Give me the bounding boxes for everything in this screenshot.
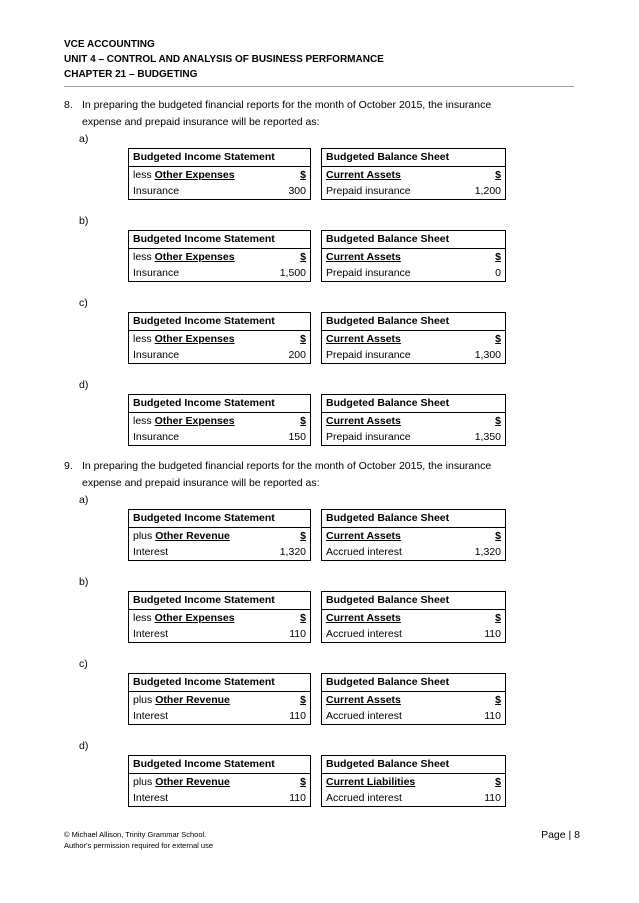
prefix: plus	[133, 694, 156, 706]
option-label: a)	[79, 494, 89, 506]
heading-row	[129, 331, 310, 347]
item-name: Insurance	[133, 349, 180, 361]
option-d[interactable]	[64, 738, 584, 820]
box-title: Budgeted Income Statement	[129, 674, 310, 692]
item-amount: 300	[288, 185, 306, 197]
prefix: less	[133, 251, 155, 263]
section-heading: Current Assets	[326, 169, 401, 181]
currency-symbol: $	[300, 530, 306, 542]
prefix: less	[133, 169, 155, 181]
item-row	[322, 429, 505, 445]
item-name: Prepaid insurance	[326, 349, 411, 361]
box-title: Budgeted Balance Sheet	[322, 592, 505, 610]
balance-sheet-box	[321, 591, 506, 643]
box-title: Budgeted Income Statement	[129, 149, 310, 167]
section-heading: Current Assets	[326, 612, 401, 624]
subject-title: VCE ACCOUNTING	[64, 39, 155, 50]
currency-symbol: $	[495, 251, 501, 263]
question-text	[64, 458, 584, 492]
section-heading: Other Revenue	[155, 694, 230, 706]
item-name: Interest	[133, 792, 169, 804]
section-heading: Other Revenue	[155, 776, 230, 788]
income-statement-box	[128, 394, 311, 446]
item-amount: 1,320	[474, 546, 501, 558]
prefix: plus	[133, 776, 156, 788]
section-heading: Current Assets	[326, 694, 401, 706]
item-amount: 1,500	[279, 267, 306, 279]
box-title: Budgeted Income Statement	[129, 231, 310, 249]
item-row	[322, 708, 505, 724]
item-name: Accrued interest	[326, 628, 402, 640]
item-amount: 110	[289, 792, 306, 804]
heading-row	[129, 610, 310, 626]
income-statement-box	[128, 230, 311, 282]
heading-row	[322, 331, 505, 347]
permission-text: Author's permission required for external use	[64, 841, 214, 850]
page-number: Page | 8	[541, 829, 580, 841]
item-row	[322, 544, 505, 560]
option-label: b)	[79, 576, 89, 588]
question-number: 8.	[64, 99, 73, 111]
income-statement-box	[128, 509, 311, 561]
item-row	[129, 183, 310, 199]
section-heading: Other Expenses	[154, 612, 235, 624]
heading-row	[322, 692, 505, 708]
item-name: Accrued interest	[326, 792, 402, 804]
option-c[interactable]	[64, 656, 584, 738]
option-label: d)	[79, 740, 89, 752]
heading-row	[129, 167, 310, 183]
heading-row	[129, 692, 310, 708]
heading-row	[322, 413, 505, 429]
question-9	[64, 458, 584, 820]
item-row	[129, 347, 310, 363]
item-name: Prepaid insurance	[326, 185, 411, 197]
box-title: Budgeted Balance Sheet	[322, 231, 505, 249]
item-amount: 1,300	[474, 349, 501, 361]
item-amount: 0	[495, 267, 501, 279]
option-label: c)	[79, 658, 88, 670]
item-row	[322, 347, 505, 363]
option-b[interactable]	[64, 574, 584, 656]
section-heading: Current Assets	[326, 251, 401, 263]
income-statement-box	[128, 148, 311, 200]
item-row	[129, 790, 310, 806]
balance-sheet-box	[321, 673, 506, 725]
currency-symbol: $	[495, 169, 501, 181]
item-name: Accrued interest	[326, 710, 402, 722]
item-amount: 1,350	[474, 431, 501, 443]
currency-symbol: $	[300, 612, 306, 624]
section-heading: Current Assets	[326, 415, 401, 427]
item-name: Insurance	[133, 185, 180, 197]
balance-sheet-box	[321, 148, 506, 200]
prefix: plus	[133, 530, 156, 542]
box-title: Budgeted Income Statement	[129, 510, 310, 528]
balance-sheet-box	[321, 509, 506, 561]
prefix: less	[133, 415, 155, 427]
option-b[interactable]	[64, 213, 584, 295]
page-footer	[64, 829, 213, 851]
section-heading: Other Expenses	[154, 251, 235, 263]
item-row	[129, 708, 310, 724]
currency-symbol: $	[495, 530, 501, 542]
balance-sheet-box	[321, 312, 506, 364]
option-a[interactable]	[64, 492, 584, 574]
item-name: Insurance	[133, 267, 180, 279]
option-a[interactable]	[64, 131, 584, 213]
item-name: Interest	[133, 710, 169, 722]
question-number: 9.	[64, 460, 73, 472]
heading-row	[129, 774, 310, 790]
item-amount: 150	[288, 431, 306, 443]
income-statement-box	[128, 755, 311, 807]
box-title: Budgeted Income Statement	[129, 313, 310, 331]
box-title: Budgeted Balance Sheet	[322, 149, 505, 167]
option-label: d)	[79, 379, 89, 391]
box-title: Budgeted Balance Sheet	[322, 756, 505, 774]
box-title: Budgeted Balance Sheet	[322, 313, 505, 331]
heading-row	[129, 528, 310, 544]
question-line-2: expense and prepaid insurance will be reported as:	[82, 116, 320, 128]
item-name: Prepaid insurance	[326, 267, 411, 279]
option-d[interactable]	[64, 377, 584, 459]
income-statement-box	[128, 673, 311, 725]
heading-row	[322, 528, 505, 544]
item-amount: 200	[288, 349, 306, 361]
question-line-1: In preparing the budgeted financial reports for the month of October 2015, the insurance	[82, 460, 492, 472]
currency-symbol: $	[300, 415, 306, 427]
box-title: Budgeted Balance Sheet	[322, 510, 505, 528]
currency-symbol: $	[495, 694, 501, 706]
heading-row	[322, 774, 505, 790]
box-title: Budgeted Balance Sheet	[322, 674, 505, 692]
section-heading: Current Assets	[326, 530, 401, 542]
option-c[interactable]	[64, 295, 584, 377]
item-name: Interest	[133, 628, 169, 640]
balance-sheet-box	[321, 755, 506, 807]
question-8	[64, 97, 584, 459]
unit-title: UNIT 4 – CONTROL AND ANALYSIS OF BUSINESS PERFORMANCE	[64, 54, 384, 65]
balance-sheet-box	[321, 230, 506, 282]
question-text	[64, 97, 584, 131]
currency-symbol: $	[300, 333, 306, 345]
item-row	[129, 429, 310, 445]
item-name: Accrued interest	[326, 546, 402, 558]
item-amount: 110	[289, 628, 306, 640]
header-divider	[64, 86, 574, 87]
currency-symbol: $	[300, 776, 306, 788]
box-title: Budgeted Income Statement	[129, 592, 310, 610]
item-amount: 1,200	[474, 185, 501, 197]
prefix: less	[133, 612, 155, 624]
heading-row	[129, 413, 310, 429]
currency-symbol: $	[495, 415, 501, 427]
item-amount: 110	[289, 710, 306, 722]
option-label: c)	[79, 297, 88, 309]
section-heading: Other Expenses	[154, 169, 235, 181]
item-row	[129, 544, 310, 560]
heading-row	[129, 249, 310, 265]
section-heading: Other Expenses	[154, 415, 235, 427]
section-heading: Current Liabilities	[326, 776, 416, 788]
section-heading: Other Revenue	[155, 530, 230, 542]
item-name: Insurance	[133, 431, 180, 443]
copyright-text: © Michael Allison, Trinity Grammar School.	[64, 830, 207, 839]
section-heading: Current Assets	[326, 333, 401, 345]
item-row	[129, 626, 310, 642]
heading-row	[322, 167, 505, 183]
heading-row	[322, 249, 505, 265]
question-line-1: In preparing the budgeted financial reports for the month of October 2015, the insurance	[82, 99, 492, 111]
item-name: Interest	[133, 546, 169, 558]
box-title: Budgeted Balance Sheet	[322, 395, 505, 413]
item-amount: 110	[484, 628, 501, 640]
page-header	[64, 37, 574, 87]
option-label: a)	[79, 133, 89, 145]
currency-symbol: $	[495, 612, 501, 624]
question-line-2: expense and prepaid insurance will be reported as:	[82, 477, 320, 489]
item-amount: 110	[484, 792, 501, 804]
item-row	[322, 265, 505, 281]
currency-symbol: $	[495, 776, 501, 788]
option-label: b)	[79, 215, 89, 227]
item-row	[322, 626, 505, 642]
section-heading: Other Expenses	[154, 333, 235, 345]
currency-symbol: $	[300, 251, 306, 263]
item-row	[129, 265, 310, 281]
currency-symbol: $	[300, 169, 306, 181]
box-title: Budgeted Income Statement	[129, 395, 310, 413]
income-statement-box	[128, 312, 311, 364]
item-name: Prepaid insurance	[326, 431, 411, 443]
item-amount: 1,320	[279, 546, 306, 558]
currency-symbol: $	[300, 694, 306, 706]
chapter-title: CHAPTER 21 – BUDGETING	[64, 69, 198, 80]
heading-row	[322, 610, 505, 626]
item-amount: 110	[484, 710, 501, 722]
currency-symbol: $	[495, 333, 501, 345]
income-statement-box	[128, 591, 311, 643]
balance-sheet-box	[321, 394, 506, 446]
prefix: less	[133, 333, 155, 345]
box-title: Budgeted Income Statement	[129, 756, 310, 774]
item-row	[322, 790, 505, 806]
item-row	[322, 183, 505, 199]
